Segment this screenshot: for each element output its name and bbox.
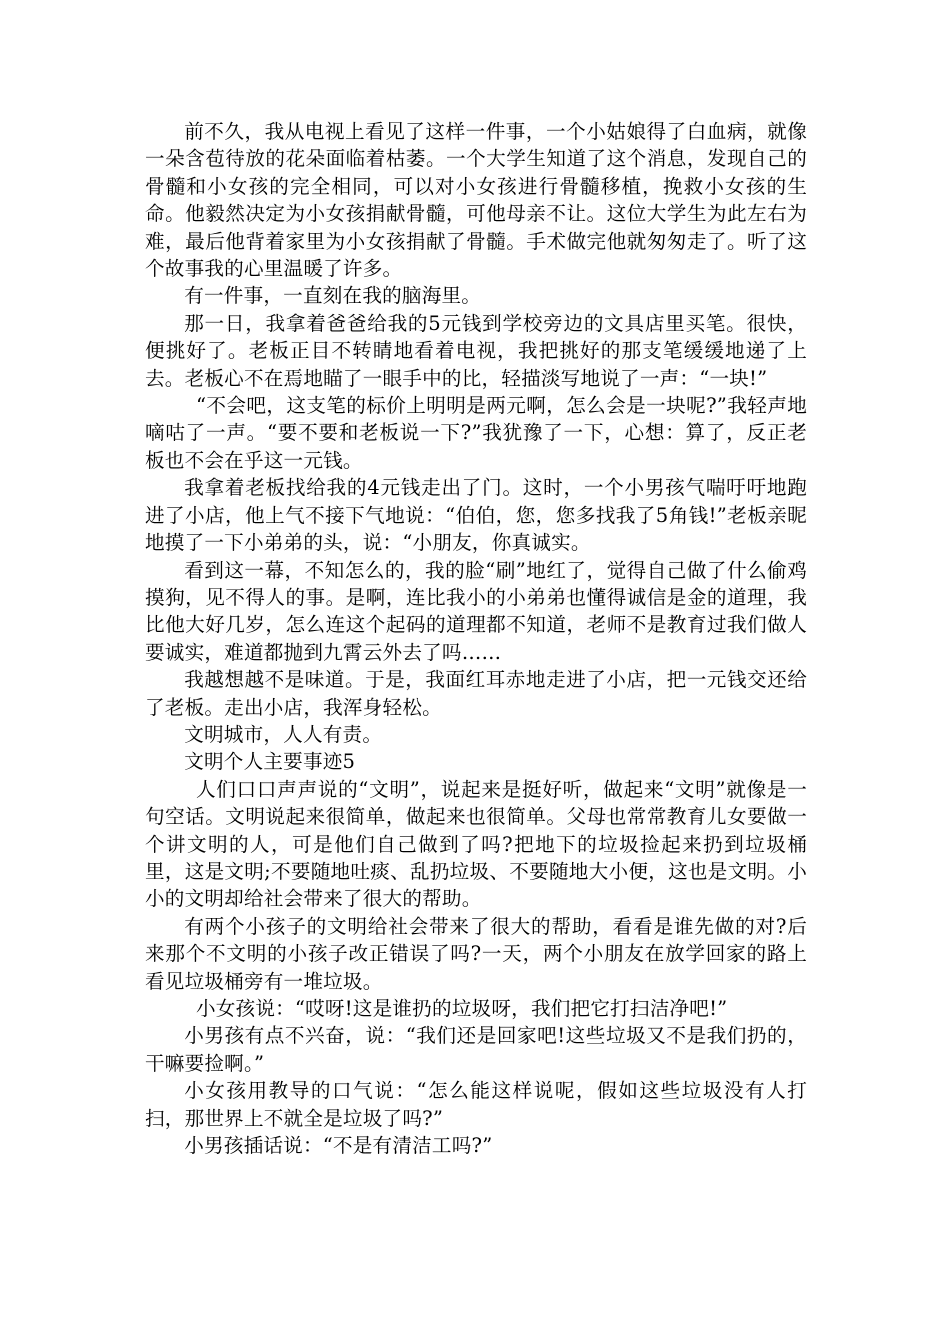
paragraph-5: 我拿着老板找给我的4元钱走出了门。这时，一个小男孩气喘吁吁地跑进了小店，他上气不接下气地说：“伯伯，您，您多找我了5角钱!”老板亲昵地摸了一下小弟弟的头，说：“小朋友，你真诚实。 xyxy=(145,476,807,555)
paragraph-13: 小男孩有点不兴奋，说：“我们还是回家吧!这些垃圾又不是我们扔的，干嘛要捡啊。” xyxy=(145,1024,807,1075)
paragraph-1: 前不久，我从电视上看见了这样一件事，一个小姑娘得了白血病，就像一朵含苞待放的花朵面临着枯萎。一个大学生知道了这个消息，发现自己的骨髓和小女孩的完全相同，可以对小女孩进行骨髓移植，挽救小女孩的生命。他毅然决定为小女孩捐献骨髓，可他母亲不让。这位大学生为此左右为难，最后他背着家里为小女孩捐献了骨髓。手术做完他就匆匆走了。听了这个故事我的心里温暖了许多。 xyxy=(145,120,807,281)
paragraph-2: 有一件事，一直刻在我的脑海里。 xyxy=(184,284,482,308)
paragraph-6: 看到这一幕，不知怎么的，我的脸“刷”地红了，觉得自己做了什么偷鸡摸狗，见不得人的事。是啊，连比我小的小弟弟也懂得诚信是金的道理，我比他大好几岁，怎么连这个起码的道理都不知道，老师不是教育过我们做人要诚实，难道都抛到九霄云外去了吗…… xyxy=(145,558,807,664)
paragraph-11: 有两个小孩子的文明给社会带来了很大的帮助，看看是谁先做的对?后来那个不文明的小孩子改正错误了吗?一天，两个小朋友在放学回家的路上看见垃圾桶旁有一堆垃圾。 xyxy=(145,914,807,993)
paragraph-10: 人们口口声声说的“文明”，说起来是挺好听，做起来“文明”就像是一句空话。文明说起来很简单，做起来也很简单。父母也常常教育儿女要做一个讲文明的人，可是他们自己做到了吗?把地下的垃圾捡起来扔到垃圾桶里，这是文明;不要随地吐痰、乱扔垃圾、不要随地大小便，这也是文明。小小的文明却给社会带来了很大的帮助。 xyxy=(145,777,807,911)
paragraph-7: 我越想越不是味道。于是，我面红耳赤地走进了小店，把一元钱交还给了老板。走出小店，我浑身轻松。 xyxy=(145,668,807,719)
paragraph-14: 小女孩用教导的口气说：“怎么能这样说呢，假如这些垃圾没有人打扫，那世界上不就全是垃圾了吗?” xyxy=(145,1079,807,1130)
paragraph-12: 小女孩说：“哎呀!这是谁扔的垃圾呀，我们把它打扫洁净吧!” xyxy=(195,997,728,1020)
section-heading: 文明个人主要事迹5 xyxy=(184,750,356,774)
paragraph-3: 那一日，我拿着爸爸给我的5元钱到学校旁边的文具店里买笔。很快，便挑好了。老板正目不转睛地看着电视，我把挑好的那支笔缓缓地递了上去。老板心不在焉地瞄了一眼手中的比，轻描淡写地说了一声：“一块!” xyxy=(145,311,807,390)
paragraph-4: “不会吧，这支笔的标价上明明是两元啊，怎么会是一块呢?”我轻声地嘀咕了一声。“要不要和老板说一下?”我犹豫了一下，心想：算了，反正老板也不会在乎这一元钱。 xyxy=(145,394,807,472)
document-body xyxy=(145,118,807,1159)
paragraph-8: 文明城市，人人有责。 xyxy=(184,722,383,746)
paragraph-15: 小男孩插话说：“不是有清洁工吗?” xyxy=(184,1134,493,1158)
